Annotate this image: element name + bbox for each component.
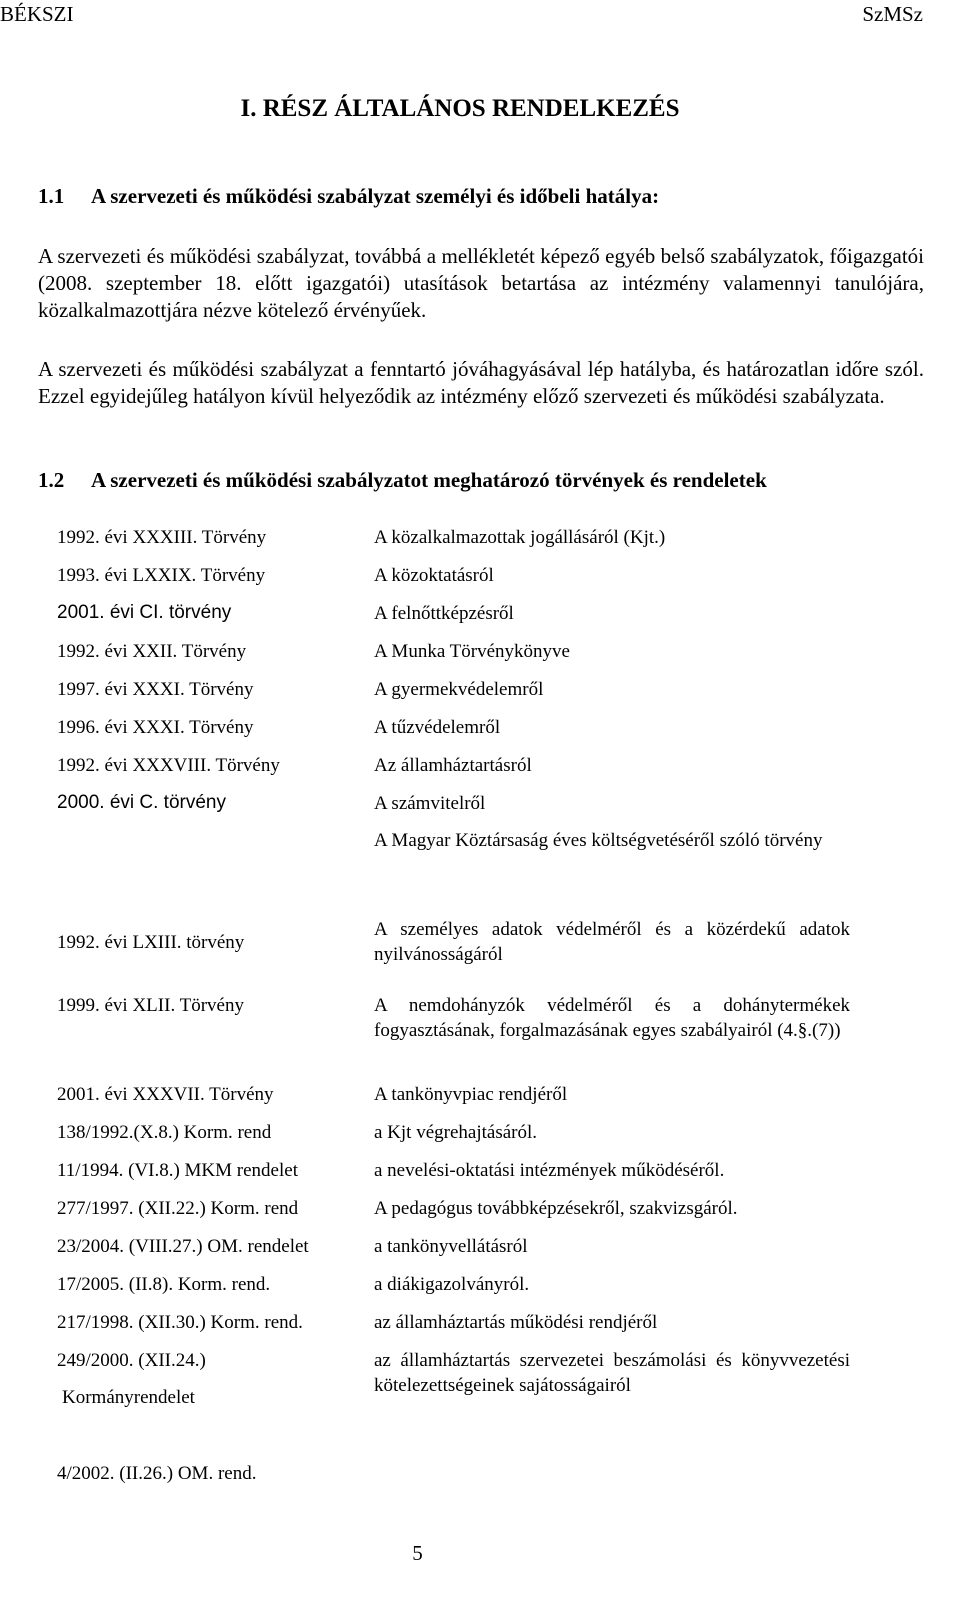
law-description: A tűzvédelemről xyxy=(374,717,501,738)
section-heading-1-2 xyxy=(38,468,767,493)
law-name: 1993. évi LXXIX. Törvény xyxy=(57,565,266,586)
paragraph-scope: A szervezeti és működési szabályzat, továbbá a mellékletét képező egyéb belső szabályzatok, főigazgatói (2008. szeptember 18. előtt igazgatói) utasítások betartása az intézmény valamennyi tanulójára, közalkalmazottjára nézve kötelező érvényűek. xyxy=(38,244,924,322)
law-description: A számvitelről xyxy=(374,793,486,814)
page-number: 5 xyxy=(412,1541,423,1565)
law-name: 23/2004. (VIII.27.) OM. rendelet xyxy=(57,1236,309,1257)
paragraph-effect: A szervezeti és működési szabályzat a fenntartó jóváhagyásával lép hatályba, és határozatlan időre szól. Ezzel egyidejűleg hatályon kívül helyeződik az intézmény előző szervezeti és működési szabályzata. xyxy=(38,357,924,408)
law-name: 2001. évi CI. törvény xyxy=(57,602,232,623)
law-name: 17/2005. (II.8). Korm. rend. xyxy=(57,1274,271,1295)
header-left: BÉKSZI xyxy=(0,2,74,26)
law-name: 2001. évi XXXVII. Törvény xyxy=(57,1084,274,1105)
section-title: A szervezeti és működési szabályzat személyi és időbeli hatálya: xyxy=(91,184,660,208)
law-description: A Magyar Köztársaság éves költségvetéséről szóló törvény xyxy=(374,830,823,851)
law-description: A tankönyvpiac rendjéről xyxy=(374,1084,568,1105)
section-number: 1.1 xyxy=(38,184,65,208)
law-name: 2000. évi C. törvény xyxy=(57,792,226,813)
law-name: 217/1998. (XII.30.) Korm. rend. xyxy=(57,1312,303,1333)
law-description: a tankönyvellátásról xyxy=(374,1236,528,1257)
law-description: a Kjt végrehajtásáról. xyxy=(374,1122,538,1143)
law-name: 1992. évi XXXVIII. Törvény xyxy=(57,755,280,776)
law-name: 1992. évi XXXIII. Törvény xyxy=(57,527,267,548)
law-description: A Munka Törvénykönyve xyxy=(374,641,570,662)
law-description: A pedagógus továbbképzésekről, szakvizsgáról. xyxy=(374,1198,738,1219)
section-title: A szervezeti és működési szabályzatot meghatározó törvények és rendeletek xyxy=(91,468,767,492)
law-description: A felnőttképzésről xyxy=(374,603,514,624)
law-name-continued: Kormányrendelet xyxy=(62,1387,195,1408)
law-description: A közoktatásról xyxy=(374,565,494,586)
page-title: I. RÉSZ ÁLTALÁNOS RENDELKEZÉS xyxy=(240,95,680,122)
law-name: 138/1992.(X.8.) Korm. rend xyxy=(57,1122,272,1143)
law-name: 1992. évi XXII. Törvény xyxy=(57,641,247,662)
header-right: SzMSz xyxy=(862,2,923,26)
section-number: 1.2 xyxy=(38,468,65,492)
law-description: A személyes adatok védelméről és a közérdekű adatok nyilvánosságáról xyxy=(374,919,850,965)
law-name: 1992. évi LXIII. törvény xyxy=(57,932,245,953)
law-description: a diákigazolványról. xyxy=(374,1274,530,1295)
law-name: 1999. évi XLII. Törvény xyxy=(57,995,244,1016)
law-name: 4/2002. (II.26.) OM. rend. xyxy=(57,1463,257,1484)
law-description: A közalkalmazottak jogállásáról (Kjt.) xyxy=(374,527,666,548)
law-description: A nemdohányzók védelméről és a dohánytermékek fogyasztásának, forgalmazásának egyes szabályairól (4.§.(7)) xyxy=(374,995,850,1041)
law-description: Az államháztartásról xyxy=(374,755,532,776)
section-heading-1-1 xyxy=(38,184,659,209)
law-name: 1997. évi XXXI. Törvény xyxy=(57,679,254,700)
law-description: az államháztartás szervezetei beszámolási és könyvvezetési kötelezettségeinek sajátosságairól xyxy=(374,1350,850,1396)
law-name: 11/1994. (VI.8.) MKM rendelet xyxy=(57,1160,298,1181)
law-name: 249/2000. (XII.24.) xyxy=(57,1350,206,1371)
law-description: a nevelési-oktatási intézmények működéséről. xyxy=(374,1160,725,1181)
law-description: A gyermekvédelemről xyxy=(374,679,544,700)
law-name: 277/1997. (XII.22.) Korm. rend xyxy=(57,1198,299,1219)
law-description: az államháztartás működési rendjéről xyxy=(374,1312,658,1333)
law-name: 1996. évi XXXI. Törvény xyxy=(57,717,254,738)
